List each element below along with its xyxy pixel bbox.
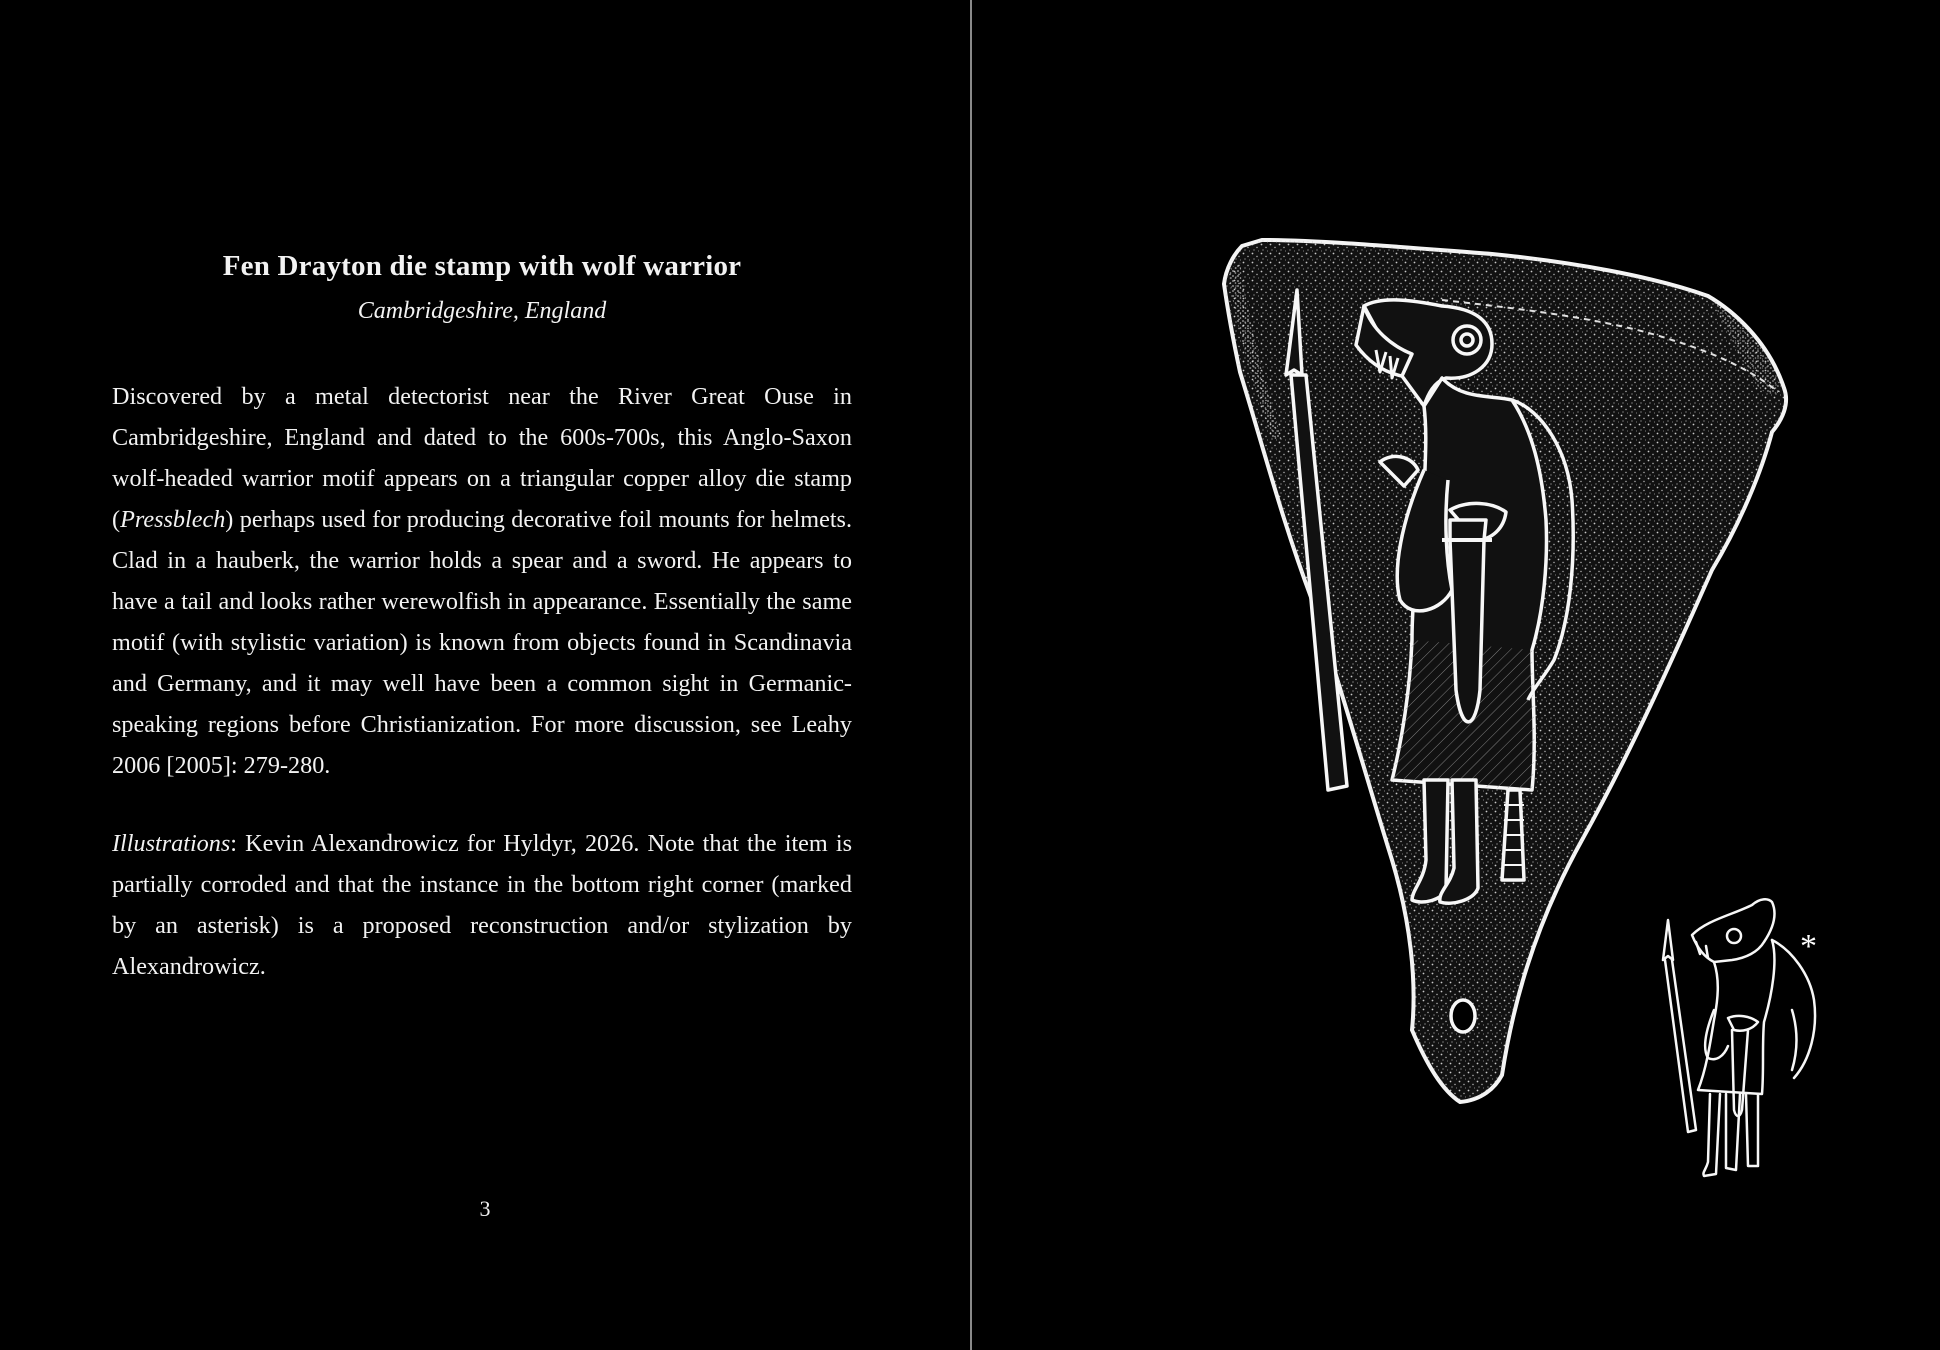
page-title: Fen Drayton die stamp with wolf warrior — [222, 250, 742, 282]
description-text-start: Discovered by a metal detectorist near the River Great Ouse in Cambridgeshire, England and dated to the 600s-700s, this Anglo-Saxon wolf-headed warrior motif appears on a triangular copper alloy die stamp ( — [112, 383, 852, 533]
page-number: 3 — [479, 1196, 491, 1221]
rivet-hole — [1451, 1000, 1475, 1032]
illustrations-credit-text: : Kevin Alexandrowicz for Hyldyr, 2026. Note that the item is partially corroded and that the instance in the bottom right corner (marked by an asterisk) is a proposed reconstruction and/or stylization by Alexandrowicz. — [112, 830, 852, 980]
illustrations-label: Illustrations — [112, 830, 231, 857]
description-text-end: ) perhaps used for producing decorative foil mounts for helmets. Clad in a hauberk, the warrior holds a spear and a sword. He appears to have a tail and looks rather werewolfish in appearance. Essentially the same motif (with stylistic variation) is known from objects found in Scandinavia and Germany, and it may well have been a common sight in Germanic-speaking regions before Christianization. For more discussion, see Leahy 2006 [2005]: 279-280. — [112, 506, 852, 779]
wolf-warrior-reconstruction-illustration — [1663, 899, 1815, 1176]
die-stamp-wolf-warrior-illustration — [1224, 240, 1786, 1102]
illustration-canvas — [972, 0, 1940, 1350]
right-page — [972, 0, 1940, 1350]
sword-icon — [1450, 520, 1486, 722]
illustrations-credit-paragraph — [112, 823, 852, 987]
reconstruction-asterisk: * — [1800, 928, 1817, 965]
page-subtitle: Cambridgeshire, England — [357, 298, 607, 324]
pressblech-term: Pressblech — [120, 506, 226, 533]
description-paragraph — [112, 376, 852, 786]
